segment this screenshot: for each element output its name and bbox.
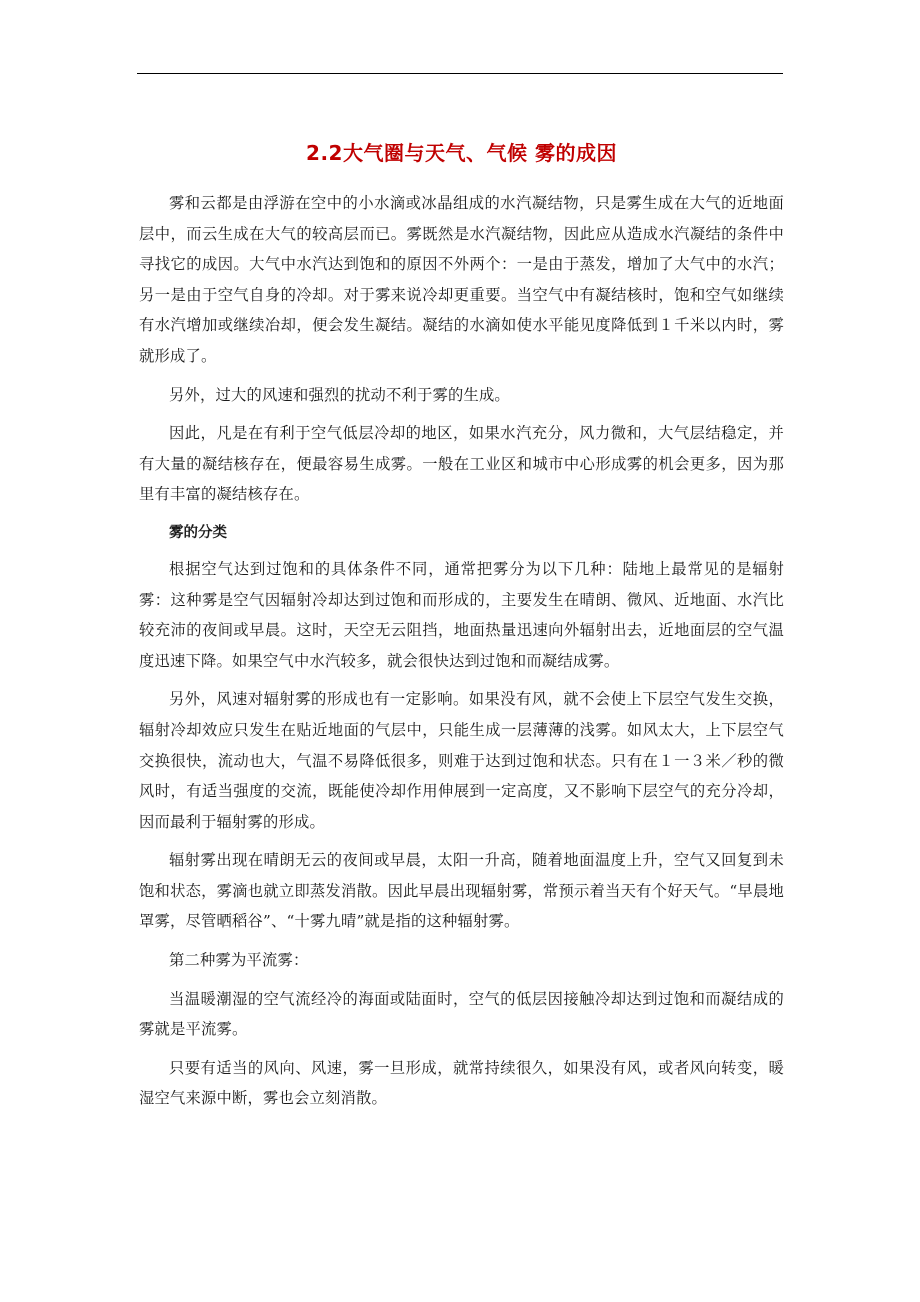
paragraph-radiation-fog: 根据空气达到过饱和的具体条件不同，通常把雾分为以下几种：陆地上最常见的是辐射雾：这种雾是空气因辐射冷却达到过饱和而形成的，主要发生在晴朗、微风、近地面、水汽比较充沛的夜间或早晨。这时，天空无云阻挡，地面热量迅速向外辐射出去，近地面层的空气温度迅速下降。如果空气中水汽较多，就会很快达到过饱和而凝结成雾。 [139,559,784,670]
paragraph-wind-note: 另外，过大的风速和强烈的扰动不利于雾的生成。 [169,385,510,404]
paragraph-radiation-fog-dissipation: 辐射雾出现在晴朗无云的夜间或早晨，太阳一升高，随着地面温度上升，空气又回复到未饱和状态，雾滴也就立即蒸发消散。因此早晨出现辐射雾，常预示着当天有个好天气。“早晨地罩雾，尽管晒稻谷”、“十雾九晴”就是指的这种辐射雾。 [139,851,784,931]
paragraph-advection-fog-definition: 当温暖潮湿的空气流经冷的海面或陆面时，空气的低层因接触冷却达到过饱和而凝结成的雾就是平流雾。 [139,989,784,1039]
paragraph-advection-fog-intro: 第二种雾为平流雾： [169,951,309,970]
document-body [139,134,784,1122]
paragraph-fog-and-cloud: 雾和云都是由浮游在空中的小水滴或冰晶组成的水汽凝结物，只是雾生成在大气的近地面层中，而云生成在大气的较高层而已。雾既然是水汽凝结物，因此应从造成水汽凝结的条件中寻找它的成因。大气中水汽达到饱和的原因不外两个：一是由于蒸发，增加了大气中的水汽；另一是由于空气自身的冷却。对于雾来说冷却更重要。当空气中有凝结核时，饱和空气如继续有水汽增加或继续冶却，便会发生凝结。凝结的水滴如使水平能见度降低到１千米以内时，雾就形成了。 [139,194,784,365]
paragraph-favorable-conditions: 因此，凡是在有利于空气低层冷却的地区，如果水汽充分，风力微和，大气层结稳定，并有大量的凝结核存在，便最容易生成雾。一般在工业区和城市中心形成雾的机会更多，因为那里有丰富的凝结核存在。 [139,424,784,504]
paragraph-advection-fog-duration: 只要有适当的风向、风速，雾一旦形成，就常持续很久，如果没有风，或者风向转变，暖湿空气来源中断，雾也会立刻消散。 [139,1058,784,1108]
header-rule [137,73,783,74]
document-title: 2.2大气圈与天气、气候 雾的成因 [306,141,617,165]
section-heading-fog-classification: 雾的分类 [169,524,227,541]
paragraph-wind-speed-effect: 另外，风速对辐射雾的形成也有一定影响。如果没有风，就不会使上下层空气发生交换，辐射冷却效应只发生在贴近地面的气层中，只能生成一层薄薄的浅雾。如风太大，上下层空气交换很快，流动也大，气温不易降低很多，则难于达到过饱和状态。只有在１一３米／秒的微风时，有适当强度的交流，既能使冷却作用伸展到一定高度，又不影响下层空气的充分冷却，因而最利于辐射雾的形成。 [139,690,784,831]
